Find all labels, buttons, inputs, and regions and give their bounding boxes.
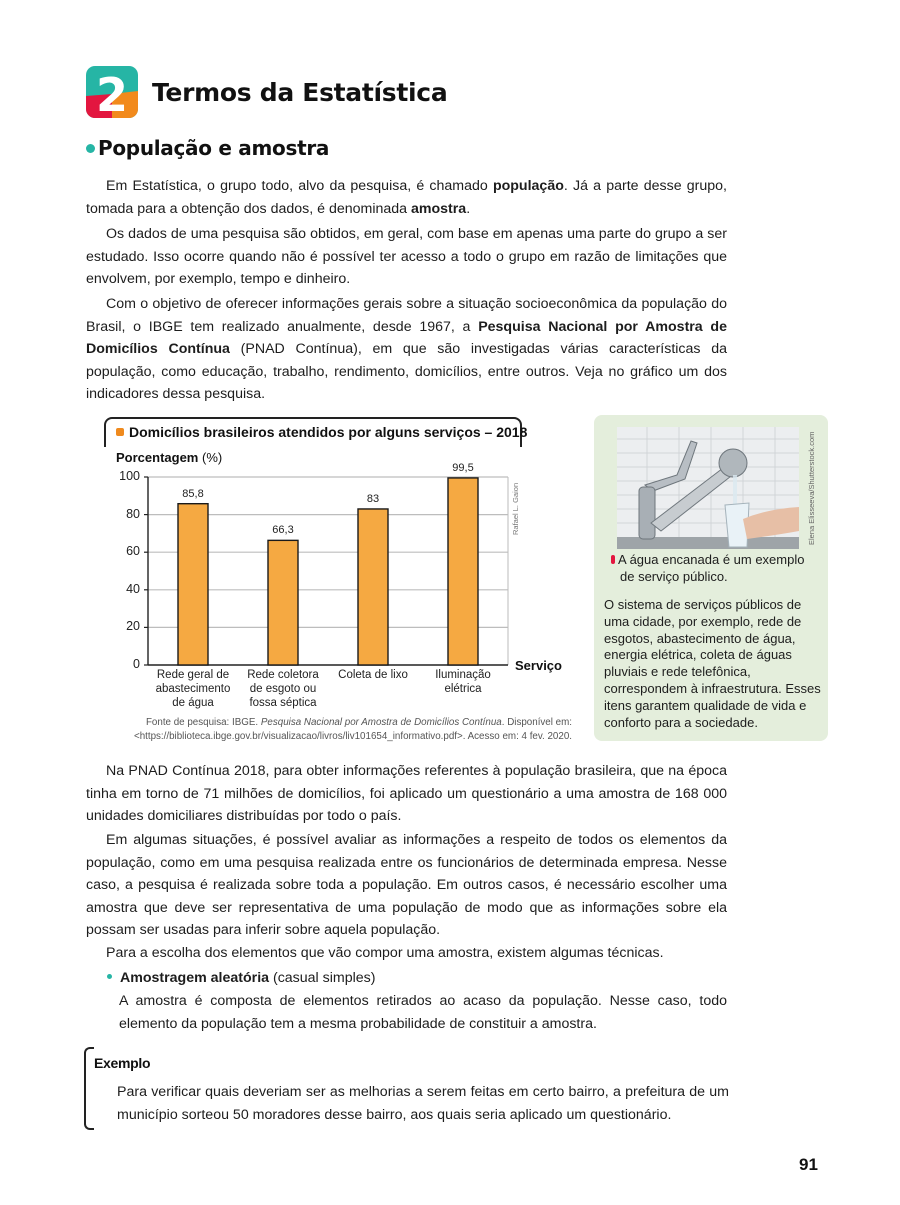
svg-text:2: 2: [95, 68, 129, 118]
bullet-description: A amostra é composta de elementos retirados ao acaso da população. Nesse caso, todo elemento da população tem a mesma probabilidade de constituir a amostra.: [119, 993, 727, 1032]
y-tick-label: 100: [119, 469, 140, 483]
text-run: Com o objetivo de oferecer informações gerais sobre a situação socioeconômica da população do Brasil, o IBGE tem realizado anualmente, desde 1967, a: [86, 296, 727, 335]
faucet-photo: [617, 427, 799, 549]
bar: [178, 504, 208, 665]
paragraph-6: [86, 942, 727, 965]
chart-credit: Rafael L. Gaion: [511, 482, 520, 535]
paragraph-3: [86, 293, 727, 406]
section-bullet-icon: [86, 144, 95, 153]
example-title: Exemplo: [94, 1055, 151, 1071]
bar-value-label: 99,5: [452, 461, 474, 474]
bar-value-label: 83: [366, 492, 380, 505]
text-run: Na PNAD Contínua 2018, para obter informações referentes à população brasileira, que na época tinha em torno de 71 milhões de domicílios, foi aplicado um questionário a uma amostra de 168 000 unidades domiciliares distribuídas por todo o país.: [86, 763, 727, 824]
text-run: Em algumas situações, é possível avaliar as informações a respeito de todos os elementos da população, como em uma pesquisa realizada entre os funcionários de determinada empresa. Nesse caso, a pesquisa é realizada sobre toda a população. Em outros casos, é necessário escolher uma amostra que deve ser representativa de uma população de modo que as informações sobre ela possam ser usadas para inferir sobre aquela população.: [86, 832, 727, 938]
chapter-title: Termos da Estatística: [152, 77, 448, 107]
faucet-image-icon: [617, 427, 799, 549]
section-title: [86, 136, 329, 160]
text-run: (PNAD Contínua), em que são investigadas várias características da população, como educação, trabalho, rendimento, domicílios, entre outros. Veja no gráfico um dos indicadores dessa pesquisa.: [86, 341, 727, 402]
example-text: Para verificar quais deveriam ser as melhorias a serem feitas em certo bairro, a prefeitura de um município sorteou 50 moradores desse bairro, aos quais seria aplicado um questionário.: [117, 1084, 729, 1123]
x-axis-label: Serviço: [515, 658, 562, 673]
paragraph-5: [86, 829, 727, 942]
photo-credit: Elena Elisseeva/Shutterstock.com: [807, 431, 816, 545]
caption-line-1: A água encanada é um exemplo: [618, 552, 805, 567]
paragraph-2: [86, 223, 727, 291]
x-category-label: Iluminação elétrica: [435, 669, 491, 695]
chapter-number-badge: [86, 66, 138, 118]
text-run: Para a escolha dos elementos que vão compor uma amostra, existem algumas técnicas.: [106, 945, 664, 961]
chapter-header: [86, 66, 447, 118]
technique-bullet: [107, 967, 375, 990]
y-tick-label: 20: [126, 619, 140, 634]
y-tick-label: 0: [133, 657, 140, 671]
paragraph-1: [86, 175, 727, 220]
source-prefix: Fonte de pesquisa: IBGE.: [145, 717, 261, 728]
chart-source: [120, 716, 572, 744]
y-tick-label: 80: [126, 506, 140, 521]
caption-marker-icon: [611, 555, 615, 564]
bullet-title: Amostragem aleatória: [120, 970, 270, 986]
bar: [358, 509, 388, 665]
term-populacao: população: [492, 178, 564, 194]
y-axis-label-bold: Porcentagem: [116, 450, 199, 465]
term-amostra: amostra: [410, 200, 467, 217]
bar-value-label: 85,8: [182, 487, 204, 500]
text-run: . Já a parte desse grupo, tomada para a obtenção dos dados, é denominada: [86, 178, 727, 217]
photo-caption: [611, 552, 821, 585]
text-run: .: [466, 200, 471, 217]
chapter-badge-icon: [86, 66, 138, 118]
y-axis-label-unit: (%): [202, 450, 223, 465]
x-category-label: Rede geral de abastecimento de água: [155, 669, 231, 709]
bar: [448, 478, 478, 665]
bar-chart: [100, 415, 580, 745]
bar-value-label: 66,3: [272, 524, 294, 537]
source-suffix: . Disponível em:: [501, 717, 572, 728]
text-run: Em Estatística, o grupo todo, alvo da pesquisa, é chamado: [106, 178, 493, 194]
paragraph-4: [86, 760, 727, 828]
section-title-text: População e amostra: [98, 136, 330, 160]
text-run: Os dados de uma pesquisa são obtidos, em geral, com base em apenas uma parte do grupo a ser estudado. Isso ocorre quando não é possível ter acesso a todo o grupo em razão de limitações que envolvem, por exemplo, tempo e dinheiro.: [86, 226, 727, 287]
page-number: 91: [799, 1155, 818, 1174]
x-category-label: Rede coletora de esgoto ou fossa séptica: [247, 669, 319, 709]
bar: [268, 540, 298, 665]
source-title: Pesquisa Nacional por Amostra de Domicílios Contínua: [260, 717, 502, 728]
source-url[interactable]: <https://biblioteca.ibge.gov.br/visualizacao/livros/liv101654_informativo.pdf>. Acesso em: 4 fev. 2020.: [133, 731, 572, 742]
info-sidebox: [594, 415, 828, 741]
term-pnad: Pesquisa Nacional por Amostra de Domicílios Contínua: [86, 318, 727, 357]
sidebox-text: O sistema de serviços públicos de uma cidade, por exemplo, rede de esgotos, abastecimento de água, energia elétrica, coleta de águas pluviais e rede telefônica, correspondem à infraestrutura. Esses itens garantem qualidade de vida e conforto para a sociedade.: [604, 597, 821, 730]
bullet-dot-icon: [107, 974, 112, 979]
chart-title-text: Domicílios brasileiros atendidos por alguns serviços – 2018: [129, 424, 528, 440]
caption-line-2: de serviço público.: [620, 568, 728, 584]
x-category-label: Coleta de lixo: [338, 669, 408, 681]
bullet-subtitle: (casual simples): [269, 970, 376, 986]
y-tick-label: 40: [126, 581, 140, 596]
example-bracket: [84, 1047, 94, 1130]
y-tick-label: 60: [126, 544, 140, 559]
